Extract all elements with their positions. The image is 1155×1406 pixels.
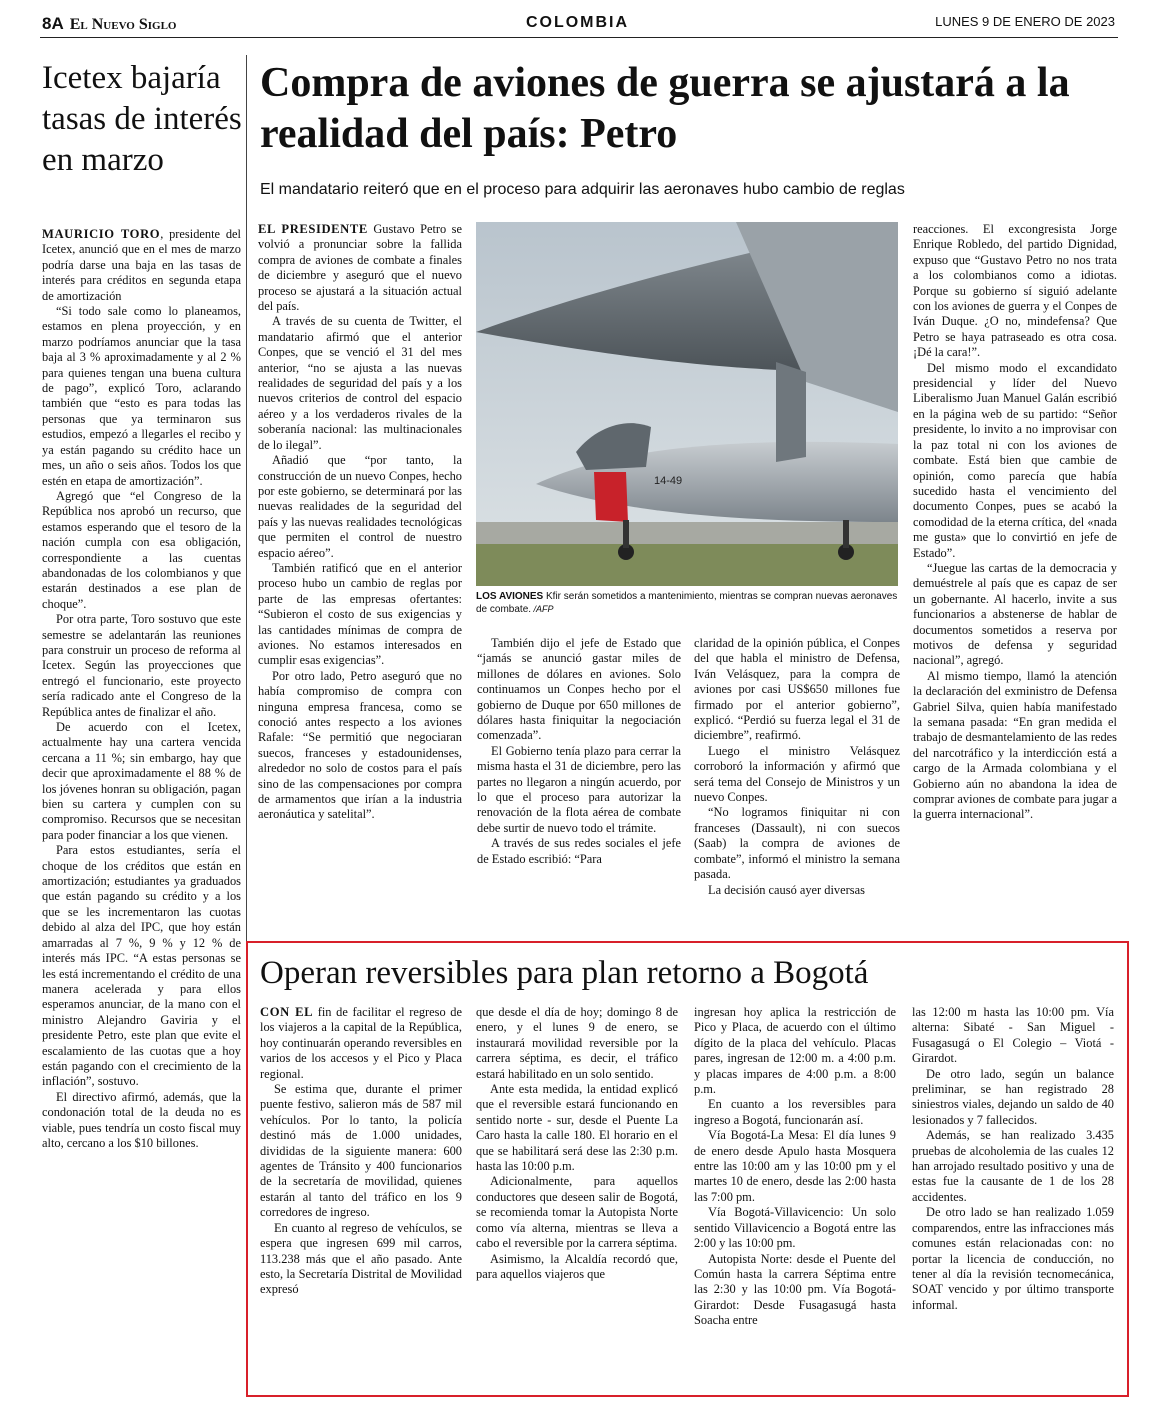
photo-caption: LOS AVIONES Kfir serán sometidos a mantenimiento, mientras se compran nuevas aeronaves de combate. /AFP (476, 591, 898, 615)
main-column-1 (258, 222, 462, 823)
caption-lead-in: LOS AVIONES (476, 591, 544, 602)
main-paragraph: claridad de la opinión pública, el Conpes del que habla el ministro de Defensa, Iván Velásquez, para la compra de aviones por casi US$650 millones fue firmado por el anterior gobierno”, explicó. “Perdió su fuerza legal el 31 de diciembre”, reafirmó. (694, 636, 900, 743)
box-column-4 (912, 1005, 1114, 1313)
main-paragraph: Al mismo tiempo, llamó la atención la declaración del exministro de Defensa Gabriel Silva, quien había manifestado la semana pasada: “En gran medida el trabajo de desmantelamiento de las redes del narcotráfico y la interdicción está a cargo de la Armada colombiana y el Gobierno aún no abandona la idea de comprar aviones de combate para jugar a la guerra internacional”. (913, 668, 1117, 822)
main-paragraph: El Gobierno tenía plazo para cerrar la misma hasta el 31 de diciembre, pero las partes no llegaron a ningún acuerdo, por lo que el proceso para autorizar la renovación de la flota aérea de combate debe surtir de nuevo todo el trámite. (477, 743, 681, 835)
main-paragraph: Añadió que “por tanto, la construcción de un nuevo Conpes, hecho por este gobierno, se determinará por las nuevas realidades de la seguridad del país y las nuevas realidades tecnológicas que permiten el control de nuestro espacio aéreo”. (258, 453, 462, 560)
box-column-2 (476, 1005, 678, 1282)
main-column-4 (913, 222, 1117, 823)
main-paragraph: A través de su cuenta de Twitter, el mandatario afirmó que el anterior Conpes, que se venció el 31 del mes anterior, “no se ajusta a las nuevas realidades de seguridad del país y a los nuevos criterios de control del espacio aéreo y a los verdaderos rivales de la soberanía nacional: las multinacionales de lo ilegal”. (258, 314, 462, 452)
sidebar-paragraph: Agregó que “el Congreso de la República nos aprobó un recurso, que estamos esperando que el tesoro de la nación cumpla con esa obligación, correspondiente a las cuentas abandonadas de los colombianos y que estarán destinados a ese plan de choque”. (42, 488, 241, 611)
box-paragraph: De otro lado se han realizado 1.059 comparendos, entre las infracciones más comunes están relacionadas con: no portar la licencia de conducción, no tener al día la revisión tecnomecánica, SOAT vencido y por último transporte informal. (912, 1205, 1114, 1312)
box-paragraph: Vía Bogotá-La Mesa: El día lunes 9 de enero desde Apulo hasta Mosquera entre las 10:00 am y las 10:00 pm y el martes 10 de enero, desde las 2:00 hasta las 7:00 pm. (694, 1128, 896, 1204)
main-paragraph: También ratificó que en el anterior proceso hubo un cambio de reglas por parte de las empresas ofertantes: “Subieron el costo de sus exigencias y las cantidades mínimas de compra de aviones. No estamos interesados en cumplir esas exigencias”. (258, 560, 462, 668)
section-name: COLOMBIA (525, 14, 630, 31)
main-column-3 (694, 636, 900, 898)
box-paragraph: las 12:00 m hasta las 10:00 pm. Vía alterna: Sibaté - San Miguel - Fusagasugá o El Colegio – Viotá - Girardot. (912, 1005, 1114, 1066)
box-paragraph: En cuanto a los reversibles para ingreso a Bogotá, funcionarán así. (694, 1097, 896, 1127)
box-paragraph: En cuanto al regreso de vehículos, se espera que ingresen 699 mil carros, 113.238 más que el año pasado. Ante esto, la Secretaría Distrital de Movilidad expresó (260, 1220, 462, 1297)
sidebar-lead-in: MAURICIO TORO (42, 227, 161, 241)
main-paragraph: La decisión causó ayer diversas (708, 882, 865, 897)
main-paragraph: También dijo el jefe de Estado que “jamás se anunció gastar miles de millones de dólares en aviones. Solo continuamos un Conpes hecho por el gobierno de Duque por 650 millones de dólares hasta finiquitar la negociación comenzada”. (477, 636, 681, 743)
box-paragraph: que desde el día de hoy; domingo 8 de enero, y el lunes 9 de enero, se instaurará movilidad reversible por la carrera séptima, es decir, el tráfico estará habilitado en un solo sentido. (476, 1005, 678, 1081)
sidebar-paragraph: “Si todo sale como lo planeamos, estamos en plena proyección, y en marzo podríamos anunciar que la tasa baja al 3 % aproximadamente y al 2 % para quienes tengan una buena cultura de pago”, explicó Toro, aclarando también que “esto es para todas las personas que ya terminaron sus estudios, empezó a llegarles el recibo y ya están pagando su crédito hace un mes, un año o seis años. Todos los que estén en etapa de amortización”. (42, 304, 241, 488)
sidebar-headline: Icetex bajaría tasas de interés en marzo (42, 60, 242, 178)
main-headline: Compra de aviones de guerra se ajustará a la realidad del país: Petro (260, 60, 1070, 157)
main-column-2 (477, 636, 681, 867)
main-paragraph: “No logramos finiquitar ni con franceses (Dassault), ni con suecos (Saab) la compra de aviones de combate”, informó el ministro la semana pasada. (694, 805, 900, 882)
header-rule (40, 37, 1118, 38)
box-paragraph: Además, se han realizado 3.435 pruebas de alcoholemia de las cuales 12 han arrojado resultado positivo y una de estas fue la causante de 1 de los 28 accidentes. (912, 1128, 1114, 1204)
newspaper-name: El Nuevo Siglo (69, 16, 177, 33)
box-paragraph: Adicionalmente, para aquellos conductores que deseen salir de Bogotá, se recomienda tomar la Autopista Norte como vía alterna, mientras se lleva a cabo el reversible por la carrera séptima. (476, 1174, 678, 1251)
sidebar-paragraph: Por otra parte, Toro sostuvo que este semestre se adelantarán las reuniones para construir un proceso de reforma al Icetex. Según las proyecciones que entregó el funcionario, este proyecto sería radicado ante el Congreso de la República antes de finalizar el año. (42, 612, 241, 719)
issue-date: LUNES 9 DE ENERO DE 2023 (935, 14, 1115, 29)
sidebar-article-body (42, 227, 241, 1151)
box-paragraph: De otro lado, según un balance preliminar, se han registrado 28 siniestros viales, dejando un saldo de 40 lesionados y 7 fallecidos. (912, 1066, 1114, 1127)
main-paragraph: “Juegue las cartas de la democracia y demuéstrele al país que es capaz de ser un gobernante. Al hacerlo, invite a sus funcionarios a abstenerse de hablar de documentos sometidos a reserva por motivos de defensa y seguridad nacional”, agregó. (913, 560, 1117, 668)
main-paragraph: Luego el ministro Velásquez corroboró la información y afirmó que será tema del Consejo de Ministros y un nuevo Conpes. (694, 743, 900, 805)
box-paragraph: CON EL fin de facilitar el regreso de los viajeros a la capital de la República, hoy continuarán operando reversibles en varios de los accesos y el Pico y Placa regional. (260, 1005, 462, 1081)
main-subheadline: El mandatario reiteró que en el proceso para adquirir las aeronaves hubo cambio de reglas (260, 181, 905, 198)
box-paragraph: Se estima que, durante el primer puente festivo, salieron más de 587 mil vehículos. Por lo tanto, la policía destinó más de 1.000 unidades, divididas de la siguiente manera: 600 agentes de Tránsito y 400 funcionarios de la secretaría de movilidad, quienes estarán al tanto del tráfico en los 9 corredores de ingreso. (260, 1082, 462, 1220)
photo-credit: /AFP (531, 604, 554, 614)
box-paragraph: ingresan hoy aplica la restricción de Pico y Placa, de acuerdo con el último dígito de la placa del vehículo. Placas pares, ingresan de 12:00 m. a 4:00 p.m. y placas impares de 4:00 p.m. a 8:00 p.m. (694, 1005, 896, 1097)
page-number: 8A (42, 14, 64, 33)
sidebar-paragraph: Para estos estudiantes, sería el choque de los créditos que están en amortización; estudiantes ya graduados que están pagando su crédito y a los que se les incrementaron las cuotas debido al alza del IPC, que hoy están amarradas al 7 %, 9 % y 12 % de interés más IPC. “A estas personas se les está incrementando el crédito de una manera acelerada y para ellos esperamos anunciar, de la mano con el ministro Alejandro Gaviria y el presidente Petro, este plan que evite el escalamiento de las cuotas que a hoy están pagando con el crecimiento de la inflación”, sostuvo. (42, 843, 241, 1089)
fighter-jet-photo (476, 222, 898, 586)
sidebar-paragraph: El directivo afirmó, además, que la condonación total de la deuda no es viable, pues tendría un costo fiscal muy alto, cercano a los $10 billones. (42, 1089, 241, 1150)
box-column-1 (260, 1005, 462, 1298)
box-paragraph: Autopista Norte: desde el Puente del Común hasta la carrera Séptima entre las 2:30 y las 10:00 pm. Vía Bogotá-Girardot: Desde Fusagasugá hasta Soacha entre (694, 1251, 896, 1328)
box-column-3 (694, 1005, 896, 1329)
box-paragraph: Asimismo, la Alcaldía recordó que, para aquellos viajeros que (476, 1251, 678, 1281)
main-paragraph: reacciones. El excongresista Jorge Enrique Robledo, del partido Dignidad, expuso que “Gustavo Petro no nos trata a los colombianos como a idiotas. Porque su gobierno sí siguió adelante con los aviones de guerra y el Conpes de Iván Duque. ¿O no, mindefensa? Que Petro se haya patraseado es otra cosa. ¡Dé la cara!”. (913, 222, 1117, 360)
main-lead-in: EL PRESIDENTE (258, 222, 368, 236)
main-paragraph: Del mismo modo el excandidato presidencial y líder del Nuevo Liberalismo Juan Manuel Galán escribió en la página web de su partido: “Señor presidente, lo invito a no improvisar con la paz total ni con los aviones de combate. Está bien que cambie de opinión, como parecía que había sucedido hasta el vencimiento del documento Conpes, pues se acabó la comodidad de la eterna crítica, del «nada me gusta» que lo convirtió en jefe de Estado”. (913, 360, 1117, 560)
sidebar-paragraph: De acuerdo con el Icetex, actualmente hay una cartera vencida cercana a 11 %; sin embargo, hay que decir que aproximadamente el 88 % de los jóvenes honran su obligación, pagan bien su cartera y cumplen con su compromiso. Recursos que se necesitan para poder financiar a los que vienen. (42, 720, 241, 842)
sidebar-paragraph: MAURICIO TORO, presidente del Icetex, anunció que en el mes de marzo podría darse una baja en las tasas de interés para créditos en segunda etapa de amortización (42, 227, 241, 303)
main-paragraph: Por otro lado, Petro aseguró que no había compromiso de compra con ninguna empresa francesa, como se conoció antes respecto a los aviones Rafale: “Se permitió que negociaran suecos, franceses y estadounidenses, alrededor no solo de costos para el país sino de las compensaciones por compra de armamentos que irían a la industria aeronáutica y satelital”. (258, 668, 462, 822)
main-paragraph: A través de sus redes sociales el jefe de Estado escribió: “Para (477, 836, 681, 866)
box-headline: Operan reversibles para plan retorno a Bogotá (260, 955, 869, 991)
tail-code-label: 14-49 (654, 475, 683, 487)
box-paragraph: Ante esta medida, la entidad explicó que el reversible estará funcionando en sentido norte - sur, desde el Puente La Caro hasta la calle 180. El horario en el que se habilitará será dese las 2:30 p.m. hasta las 10:00 p.m. (476, 1082, 678, 1174)
box-lead-in: CON EL (260, 1005, 314, 1019)
main-paragraph: EL PRESIDENTE Gustavo Petro se volvió a pronunciar sobre la fallida compra de aviones de combate a finales de diciembre y aseguró que el nuevo proceso se ajustará a la situación actual del país. (258, 222, 462, 314)
box-paragraph: Vía Bogotá-Villavicencio: Un solo sentido Villavicencio a Bogotá entre las 2:00 y las 10:00 pm. (694, 1205, 896, 1251)
